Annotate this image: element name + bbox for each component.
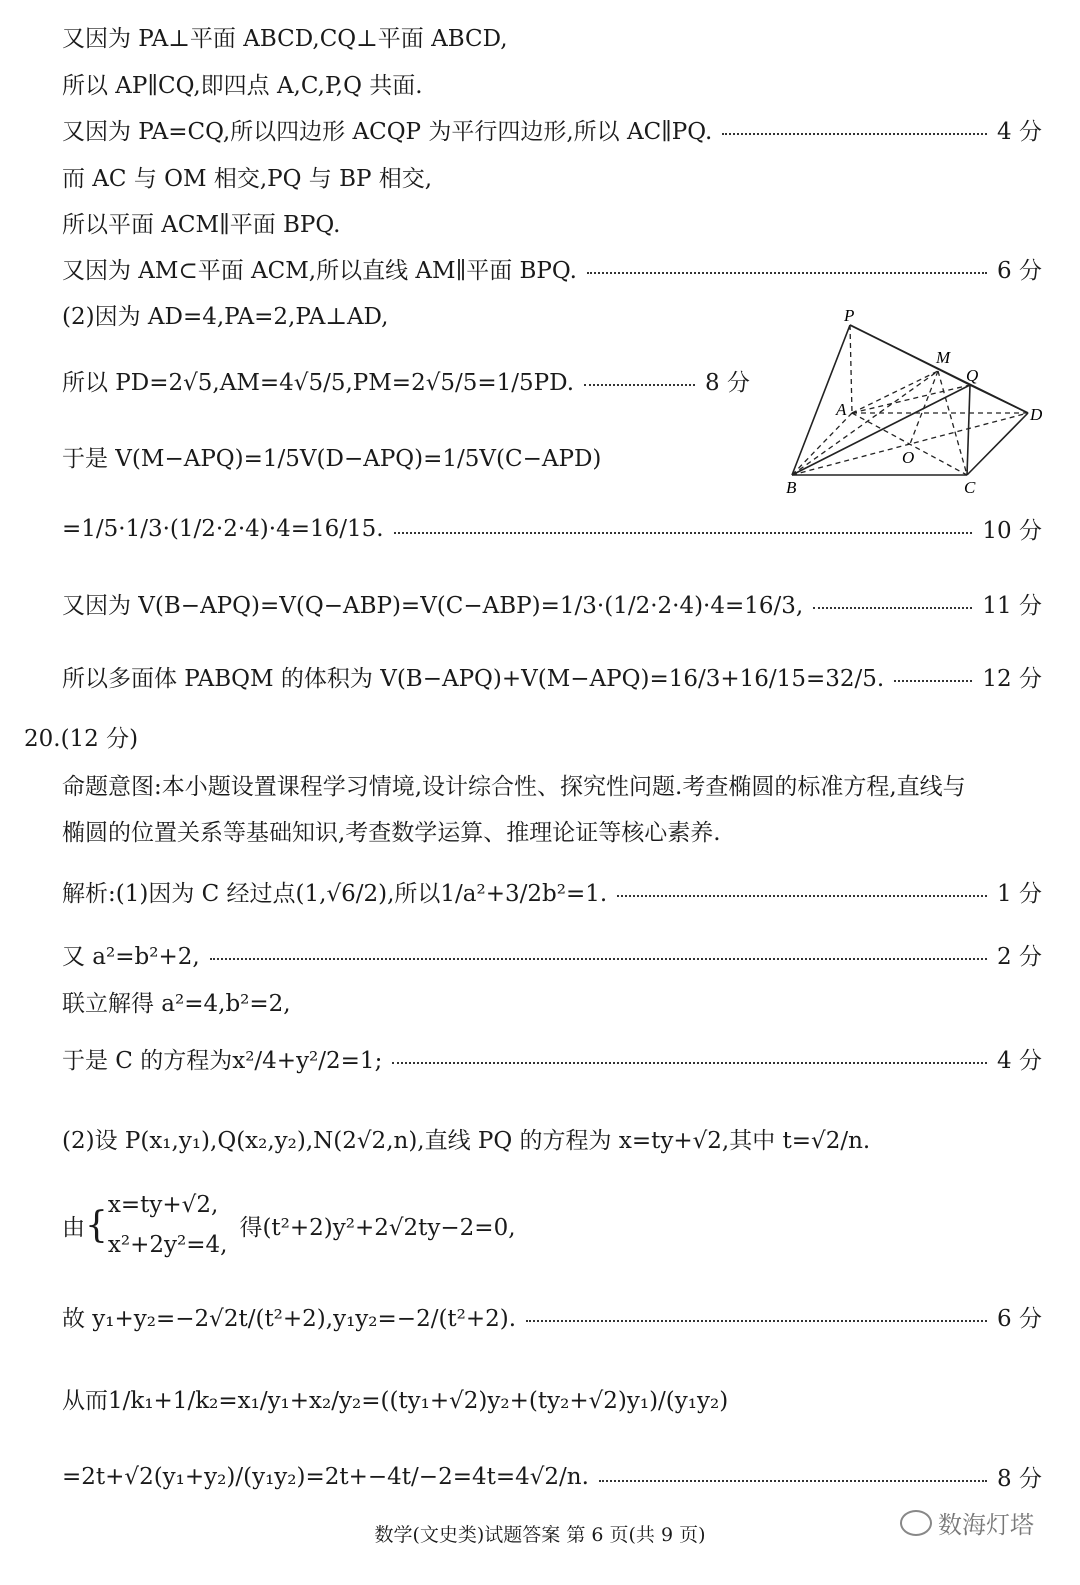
- edge-PA: [850, 325, 852, 413]
- text-line: [62, 206, 1042, 239]
- line-text: 于是 V(M−APQ)=1/5V(D−APQ)=1/5V(C−APD): [62, 446, 602, 472]
- text-line: [62, 298, 780, 331]
- label-M: M: [936, 348, 951, 367]
- edge-BM: [792, 371, 938, 475]
- text-line: [62, 440, 780, 473]
- brace-icon: {: [85, 1204, 108, 1246]
- dot-leader: [587, 272, 987, 274]
- line-text: 而 AC 与 OM 相交,PQ 与 BP 相交,: [62, 166, 433, 192]
- score-label: 2 分: [997, 944, 1042, 970]
- score-label: 6 分: [997, 258, 1042, 284]
- line-text: =2t+√2(y₁+y₂)/(y₁y₂)=2t+−4t/−2=4t=4√2/n.: [62, 1463, 589, 1490]
- label-A: A: [836, 400, 847, 419]
- system-eq-1: x=ty+√2,: [107, 1192, 219, 1218]
- watermark-text: 数海灯塔: [938, 1511, 1034, 1539]
- label-B: B: [786, 478, 797, 497]
- line-text: 又因为 V(B−APQ)=V(Q−ABP)=V(C−ABP)=1/3·(1/2·2·4)·4=16/3,: [62, 593, 804, 619]
- text-line: [62, 1042, 1042, 1075]
- dot-leader: [894, 680, 972, 682]
- dot-leader: [813, 607, 972, 609]
- line-text: 得(t²+2)y²+2√2ty−2=0,: [239, 1214, 516, 1241]
- line-text: 联立解得 a²=4,b²=2,: [62, 991, 291, 1017]
- label-P: P: [844, 306, 855, 325]
- line-text: =1/5·1/3·(1/2·2·4)·4=16/15.: [62, 515, 384, 542]
- text-line: [62, 587, 1042, 620]
- dot-leader: [617, 895, 987, 897]
- page-footer: 数学(文史类)试题答案 第 6 页(共 9 页): [374, 1524, 706, 1546]
- text-line: [62, 1300, 1042, 1333]
- text-line: [62, 252, 1042, 285]
- score-label: 1 分: [997, 881, 1042, 907]
- text-line: [62, 814, 1042, 847]
- edge-AM: [852, 371, 938, 413]
- text-line: [62, 985, 1042, 1018]
- text-line: [62, 938, 1042, 971]
- label-Q: Q: [966, 366, 979, 385]
- line-text: 命题意图:本小题设置课程学习情境,设计综合性、探究性问题.考查椭圆的标准方程,直线与: [62, 774, 966, 800]
- edge-AQ: [852, 385, 970, 413]
- edge-QD: [970, 385, 1028, 413]
- score-label: 4 分: [997, 119, 1042, 145]
- text-line: [62, 1460, 1042, 1493]
- text-line: [62, 1122, 1042, 1155]
- line-text: 所以 AP∥CQ,即四点 A,C,P,Q 共面.: [62, 73, 423, 99]
- text-line: [62, 364, 750, 397]
- line-text: 解析:(1)因为 C 经过点(1,√6/2),所以1/a²+3/2b²=1.: [62, 881, 608, 907]
- line-text: 所以 PD=2√5,AM=4√5/5,PM=2√5/5=1/5PD.: [62, 370, 575, 396]
- edge-MC: [938, 371, 967, 475]
- edge-CD: [967, 413, 1028, 475]
- score-label: 8 分: [997, 1466, 1042, 1492]
- equation-system: [62, 1190, 1042, 1260]
- line-text: 椭圆的位置关系等基础知识,考查数学运算、推理论证等核心素养.: [62, 820, 721, 846]
- label-C: C: [964, 478, 976, 497]
- dot-leader: [394, 532, 973, 534]
- system-eq-2: x²+2y²=4,: [107, 1232, 228, 1258]
- text-line: [62, 660, 1042, 693]
- text-line: [62, 875, 1042, 908]
- score-label: 6 分: [997, 1306, 1042, 1332]
- dot-leader: [722, 133, 987, 135]
- text-line: [62, 512, 1042, 545]
- score-label: 11 分: [982, 593, 1042, 619]
- dot-leader: [392, 1062, 987, 1064]
- score-label: 12 分: [982, 666, 1042, 692]
- label-D: D: [1030, 405, 1043, 424]
- line-text: 又因为 PA=CQ,所以四边形 ACQP 为平行四边形,所以 AC∥PQ.: [62, 119, 713, 145]
- edge-QC: [967, 385, 970, 475]
- dot-leader: [210, 958, 987, 960]
- line-text: 所以平面 ACM∥平面 BPQ.: [62, 212, 341, 238]
- text-line: [62, 160, 1042, 193]
- score-label: 4 分: [997, 1048, 1042, 1074]
- dot-leader: [599, 1480, 987, 1482]
- dot-leader: [584, 384, 695, 386]
- line-text: 由: [62, 1214, 85, 1241]
- edge-AB: [792, 413, 852, 475]
- text-line: [62, 1382, 1042, 1415]
- line-text: (2)因为 AD=4,PA=2,PA⊥AD,: [62, 304, 389, 330]
- edge-MO: [910, 371, 938, 444]
- dot-leader: [526, 1320, 987, 1322]
- line-text: 所以多面体 PABQM 的体积为 V(B−APQ)+V(M−APQ)=16/3+16/15=32/5.: [62, 666, 885, 692]
- section-number: 20.(12 分): [24, 726, 139, 752]
- line-text: 又 a²=b²+2,: [62, 944, 200, 970]
- text-line: [62, 768, 1042, 801]
- label-O: O: [902, 448, 915, 467]
- text-line: [62, 67, 1042, 100]
- pyramid-figure: [770, 305, 1060, 505]
- score-label: 10 分: [982, 518, 1042, 544]
- line-text: 于是 C 的方程为x²/4+y²/2=1;: [62, 1048, 383, 1074]
- score-label: 8 分: [705, 370, 750, 396]
- line-text: 故 y₁+y₂=−2√2t/(t²+2),y₁y₂=−2/(t²+2).: [62, 1306, 517, 1332]
- line-text: 又因为 AM⊂平面 ACM,所以直线 AM∥平面 BPQ.: [62, 258, 577, 284]
- text-line: [62, 113, 1042, 146]
- text-line: [62, 20, 1042, 53]
- line-text: 从而1/k₁+1/k₂=x₁/y₁+x₂/y₂=((ty₁+√2)y₂+(ty₂+√2)y₁)/(y₁y₂): [62, 1388, 729, 1414]
- line-text: 又因为 PA⊥平面 ABCD,CQ⊥平面 ABCD,: [62, 26, 508, 52]
- line-text: (2)设 P(x₁,y₁),Q(x₂,y₂),N(2√2,n),直线 PQ 的方程为 x=ty+√2,其中 t=√2/n.: [62, 1128, 871, 1154]
